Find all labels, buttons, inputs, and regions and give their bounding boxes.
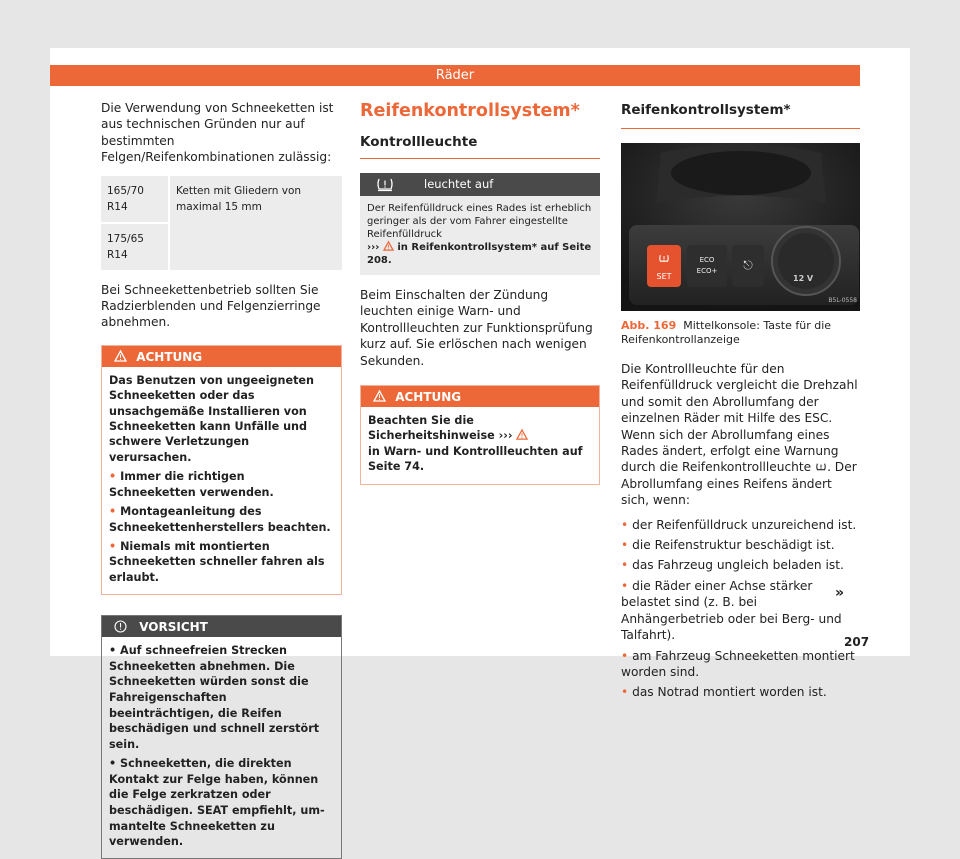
description-paragraph: Die Kontrollleuchte für den Reifenfülldruck vergleicht die Drehzahl und somit den Abrollumfang der einzelnen Räder mit Hilfe des ESC. Wenn sich der Abrollumfang eines Rades ändert, erfolgt eine Warnung durch die Reifenkontrollleuchte . Der Abrollumfang eines Reifens ändert sich, wenn: — [621, 362, 858, 508]
tpms-set-button[interactable]: SET — [647, 245, 681, 287]
warning-body — [102, 367, 341, 594]
warning-title: ACHTUNG — [395, 390, 462, 405]
warning-box — [101, 345, 342, 595]
list-item: • Immer die richtigen Schneeketten verwenden. — [109, 470, 274, 499]
tire-pressure-icon — [375, 177, 395, 200]
list-item: • das Fahrzeug ungleich beladen ist. — [621, 558, 844, 573]
page-reference-link[interactable]: in Warn- und Kontrollleuchten auf Seite 74. — [368, 444, 583, 474]
lamp-header — [360, 173, 600, 196]
section-subtitle: Kontrollleuchte — [360, 132, 600, 159]
page-number: 207 — [844, 635, 870, 649]
warning-box — [360, 385, 600, 485]
warning-title: ACHTUNG — [136, 349, 203, 364]
warning-text: Das Benutzen von ungeeigneten Schneeketten oder das unsachgemäße Installieren von Schneeketten kann Unfälle und schwere Verletzungen verursachen. — [109, 373, 314, 464]
console-photo — [621, 143, 860, 311]
caution-body — [102, 637, 341, 858]
parking-assist-icon: ⎋ — [743, 258, 753, 272]
lamp-description: Der Reifenfülldruck eines Rades ist erheblich geringer als der vom Fahrer eingestellte Reifenfülldruck ››› in Reifenkontrollsystem* auf Seite 208. — [360, 196, 600, 275]
socket-label: 12 V — [793, 274, 814, 283]
ignition-paragraph: Beim Einschalten der Zündung leuchten einige Warn- und Kontrollleuchten zur Funktionsprüfung kurz auf. Sie erlöschen nach wenigen Sekunden. — [360, 287, 593, 368]
warning-triangle-icon — [383, 242, 394, 253]
list-item: • am Fahrzeug Schneeketten montiert worden sind. — [621, 648, 855, 679]
hubcap-paragraph: Bei Schneekettenbetrieb sollten Sie Radzierblenden und Felgenzierringe abnehmen. — [101, 282, 321, 330]
list-item: • die Reifenstruktur beschädigt ist. — [621, 538, 835, 553]
list-item: • Niemals mit montierten Schneeketten schneller fahren als erlaubt. — [109, 539, 325, 584]
table-cell-size: 175/65 R14 — [101, 223, 169, 270]
warning-triangle-icon — [369, 390, 395, 404]
column-right — [621, 100, 860, 701]
list-item: • Auf schneefreien Strecken Schneeketten abnehmen. Die Schneeketten würden sonst die Fahreigenschaften beeinträchtigen, die Reifen beschädigen und schnell zerstört sein. — [109, 644, 320, 751]
image-code: B5L-0558 — [828, 297, 857, 304]
eco-button[interactable]: ECO ECO+ — [687, 245, 727, 287]
table-row — [101, 176, 342, 223]
table-cell-size: 165/70 R14 — [101, 176, 169, 223]
column-left — [101, 100, 342, 859]
caution-box — [101, 615, 342, 859]
warning-triangle-icon — [516, 429, 528, 442]
list-item: • die Räder einer Achse stärker belastet sind (z. B. bei Anhängerbetrieb oder bei Berg- und Talfahrt). — [621, 578, 842, 643]
caution-header — [102, 616, 341, 637]
list-item: • Schneeketten, die direkten Kontakt zur Felge haben, können die Felge zerkratzen oder beschädigen. SEAT empfiehlt, ummantelte Schneeketten zu verwenden. — [109, 757, 325, 849]
list-item: • das Notrad montiert worden ist. — [621, 685, 827, 700]
tire-size-table — [101, 176, 342, 270]
indicator-lamp-table — [360, 173, 600, 275]
intro-paragraph: Die Verwendung von Schneeketten ist aus technischen Gründen nur auf bestimmten Felgen/Reifenkombinationen zulässig: — [101, 101, 334, 165]
warning-header — [361, 386, 599, 407]
info-circle-icon — [110, 620, 139, 634]
section-title: Reifenkontrollsystem* — [360, 101, 580, 121]
list-item: • der Reifenfülldruck unzureichend ist. — [621, 517, 857, 532]
list-item: • Montageanleitung des Schneekettenherstellers beachten. — [109, 505, 331, 534]
figure-caption: Abb. 169 Mittelkonsole: Taste für die Reifenkontrollanzeige — [621, 319, 832, 346]
warning-body: Beachten Sie die Sicherheitshinweise ››› in Warn- und Kontrollleuchten auf Seite 74. — [361, 407, 599, 484]
section-title: Reifenkontrollsystem* — [621, 100, 860, 129]
column-middle — [360, 100, 600, 485]
tire-pressure-icon — [815, 460, 827, 474]
lamp-status: leuchtet auf — [424, 177, 494, 191]
warning-header — [102, 346, 341, 367]
parking-button[interactable] — [732, 245, 764, 287]
tire-pressure-icon — [658, 256, 670, 265]
continue-mark: » — [835, 585, 845, 601]
caution-title: VORSICHT — [139, 620, 208, 635]
table-cell-note: Ketten mit Gliedern von maximal 15 mm — [169, 176, 342, 270]
chapter-header: Räder — [50, 65, 860, 86]
condition-list — [621, 517, 860, 701]
warning-triangle-icon — [110, 350, 136, 364]
page-reference-link[interactable]: in Reifenkontrollsystem* auf Seite 208. — [367, 242, 592, 267]
